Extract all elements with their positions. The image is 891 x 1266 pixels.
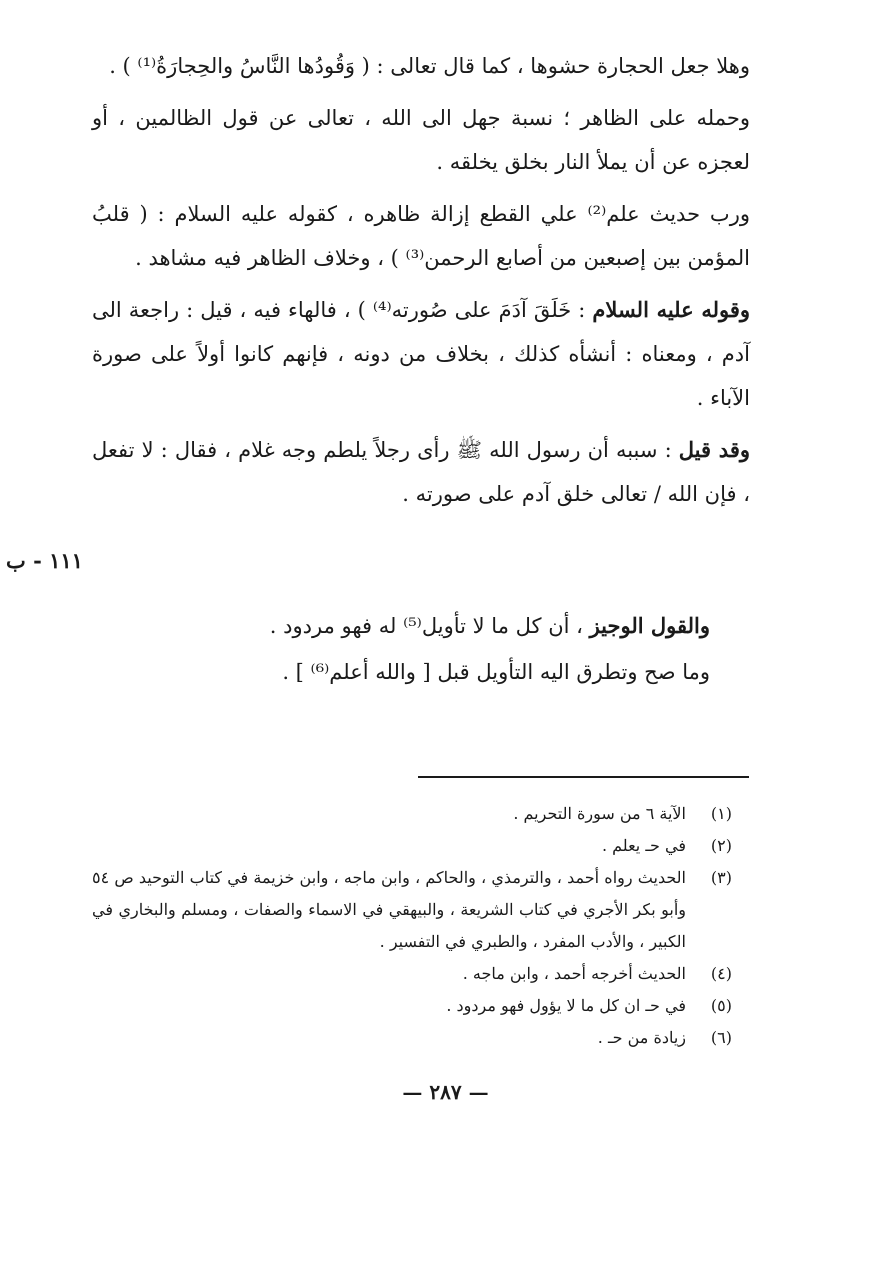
paragraph-4 [92,288,750,420]
footnote-number: (٢) [710,836,732,855]
paragraph-2 [92,96,750,184]
paragraph-2-text: وحمله على الظاهر ؛ نسبة جهل الى الله ، تعالى عن قول الظالمين ، أو لعجزه عن أن يملأ النار بخلق يخلقه . [92,106,750,174]
footnote [92,862,732,958]
footnote-number: (١) [710,804,732,823]
footnotes [92,798,732,1054]
footnote-text: في حـ يعلم . [601,836,686,855]
footnote-text: الآية ٦ من سورة التحريم . [513,804,686,823]
footnote-text: في حـ ان كل ما لا يؤول فهو مردود . [446,996,686,1015]
paragraph-4-text: : خَلَقَ آدَمَ على صُورته⁽⁴⁾ ) ، فالهاء فيه ، قيل : راجعة الى آدم ، ومعناه : أنشأه كذلك ، بخلاف من دونه ، فإنهم كانوا أولاً على صورة الآباء . [92,298,750,410]
footnote [92,990,732,1022]
closing-line-2-text: وما صح وتطرق اليه التأويل قبل [ والله أعلم⁽⁶⁾ ] . [282,660,710,684]
paragraph-5-lead: وقد قيل [678,437,751,462]
closing-line-1 [190,604,710,648]
paragraph-5 [92,428,750,516]
footnote [92,1022,732,1054]
footnote-number: (٣) [710,868,732,887]
closing-line-2 [190,650,710,694]
footnote [92,958,732,990]
footnote-text: الحديث رواه أحمد ، والترمذي ، والحاكم ، وابن ماجه ، وابن خزيمة في كتاب التوحيد ص ٥٤ وأبو بكر الأجري في كتاب الشريعة ، والبيهقي في الاسماء والصفات ، ومسلم والبخاري في الكبير ، والأدب المفرد ، والطبري في التفسير . [92,868,686,951]
page-number: — ٢٨٧ — [402,1080,489,1104]
paragraph-3-text: ورب حديث علم⁽²⁾ علي القطع إزالة ظاهره ، كقوله عليه السلام : ( قلبُ المؤمن بين إصبعين من أصابع الرحمن⁽³⁾ ) ، وخلاف الظاهر فيه مشاهد . [92,202,750,270]
footnote-number: (٥) [710,996,732,1015]
footnote-number: (٦) [710,1028,732,1047]
footnote [92,830,732,862]
paragraph-4-lead: وقوله عليه السلام [592,297,751,322]
paragraph-1 [92,44,750,88]
closing-line-1-lead: والقول الوجيز [589,613,710,638]
paragraph-3 [92,192,750,280]
footnote [92,798,732,830]
footnote-text: زيادة من حـ . [597,1028,686,1047]
paragraph-5-text: : سببه أن رسول الله ﷺ رأى رجلاً يلطم وجه غلام ، فقال : لا تفعل ، فإن الله / تعالى خلق آدم على صورته . [92,438,750,506]
footnote-number: (٤) [710,964,732,983]
footnote-divider [418,776,749,778]
main-text [92,44,750,524]
footnote-text: الحديث أخرجه أحمد ، وابن ماجه . [462,964,686,983]
paragraph-1-text: وهلا جعل الحجارة حشوها ، كما قال تعالى : ( وَقُودُها النَّاسُ والحِجارَةُ⁽¹⁾ ) . [109,54,750,78]
closing-line-1-text: ، أن كل ما لا تأويل⁽⁵⁾ له فهو مردود . [269,614,583,638]
margin-folio-note: ١١١ - ب [6,548,83,573]
